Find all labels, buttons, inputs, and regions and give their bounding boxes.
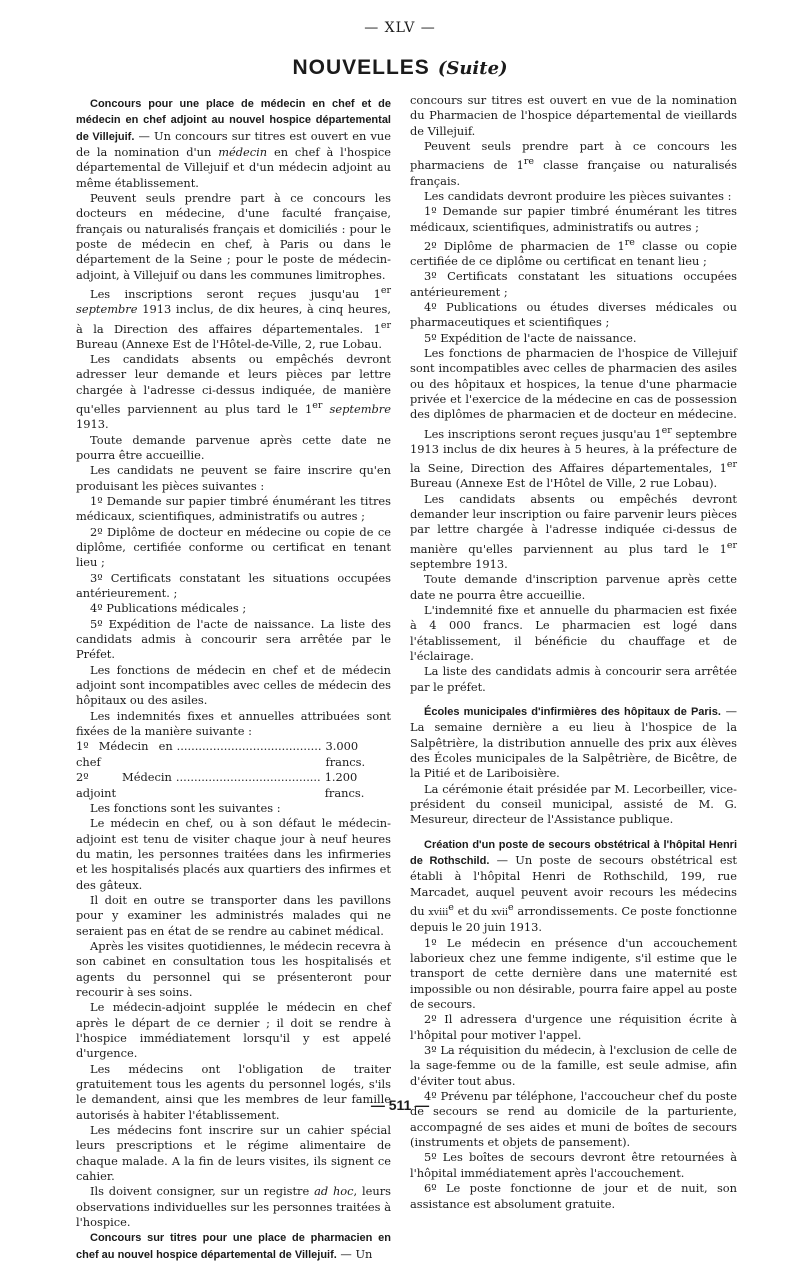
text-run: septembre 1913 inclus de dix heures à 5 heures, à la préfecture de la Seine, Direction des Affaires départementales, 1 [410,426,737,476]
article-paragraph: Les médecins font inscrire sur un cahier spécial leurs prescriptions et le régime alimentaire de chaque malade. A la fin de leurs visites, ils signent ce cahier. [76,1123,391,1184]
article-paragraph: L'indemnité fixe et annuelle du pharmacien est fixée à 4 000 francs. Le pharmacien est logé dans l'établissement, il bénéficie du chauffage et de l'éclairage. [410,602,737,664]
article-paragraph [410,235,737,269]
text-run: septembre [76,302,138,317]
text-run: Les inscriptions seront reçues jusqu'au 1 [424,426,662,441]
article-paragraph: Peuvent seuls prendre part à ce concours les docteurs en médecine, d'une faculté française, français ou naturalisés français et domiciliés : pour le poste de médecin en chef, à Paris ou dans le département de la Seine ; pour le poste de médecin-adjoint, à Villejuif ou dans les communes limitrophes. [76,191,391,282]
text-run: ad hoc [314,1184,354,1199]
text-run: Bureau (Annexe Est de l'Hôtel-de-Ville, 2, rue Lobau. [76,336,382,351]
text-run: e [448,902,454,914]
text-run: — La semaine dernière a eu lieu à l'hospice de la Salpêtrière, la distribution annuelle des prix aux élèves des Écoles municipales de la Salpêtrière, de Bicêtre, de la Pitié et de Lariboisière. [410,704,737,781]
article-paragraph: concours sur titres est ouvert en vue de la nomination du Pharmacien de l'hospice départemental de vieillards de Villejuif. [410,93,737,138]
article-paragraph: Le médecin en chef, ou à son défaut le médecin-adjoint est tenu de visiter chaque jour à neuf heures du matin, les personnes traitées dans les infirmeries et les hospitalisés placés aux quartiers des infirmes et des gâteux. [76,816,391,892]
article-paragraph: Il doit en outre se transporter dans les pavillons pour y examiner les administrés malades qui ne seraient pas en état de se rendre au cabinet médical. [76,892,391,938]
text-run: en chef à l'hospice départemental de Villejuif et d'un médecin adjoint au même établissement. [76,145,391,190]
text-run: er [726,539,737,551]
article-paragraph [76,96,391,191]
text-run: Les candidats absents ou empêchés devront demander leur inscription ou faire parvenir leurs pièces par lettre chargée à l'adresse indiquée ci-dessus de manière qu'elles parviennent au plus tard le 1 [410,491,737,556]
text-run: 1913 inclus, de dix heures, à cinq heures, à la Direction des affaires départementales. 1 [76,302,391,336]
article-paragraph: 2º Il adressera d'urgence une réquisition écrite à l'hôpital pour motiver l'appel. [410,1012,737,1042]
article-paragraph: 2º Diplôme de docteur en médecine ou copie de ce diplôme, certifiée conforme ou certificat en tenant lieu ; [76,524,391,570]
article-paragraph: Les fonctions de médecin en chef et de médecin adjoint sont incompatibles avec celles de médecin des hôpitaux ou des asiles. [76,662,391,708]
article-paragraph: 3º Certificats constatant les situations occupées antérieurement. ; [76,570,391,601]
text-run: re [523,156,535,168]
text-run: er [726,459,737,471]
page-number: — 511 — [370,1097,430,1113]
text-run: xviii [428,906,449,918]
text-run: médecin [218,145,268,160]
article-paragraph: 6º Le poste fonctionne de jour et de nuit, son assistance est absolument gratuite. [410,1181,737,1211]
article-paragraph: Les indemnités fixes et annuelles attribuées sont fixées de la manière suivante : [76,708,391,739]
fee-dots: ........................................ [175,770,321,785]
text-run: Bureau (Annexe Est de l'Hôtel de Ville, 2 rue Lobau). [410,476,718,491]
fee-label: 1º Médecin en chef [76,739,173,769]
article-paragraph [76,1230,391,1263]
article-paragraph [76,283,391,352]
text-run: Les inscriptions seront reçues jusqu'au 1 [90,286,381,301]
article-paragraph [410,704,737,782]
article-paragraph: 3º Certificats constatant les situations occupées antérieurement ; [410,269,737,299]
article-paragraph: La liste des candidats admis à concourir sera arrêtée par le préfet. [410,664,737,694]
page-header-roman-numeral: — XLV — [364,20,436,36]
text-run: classe française ou naturalisés français. [410,158,738,188]
text-run: septembre [322,401,391,416]
article-heading: Écoles municipales d'infirmières des hôpitaux de Paris. [424,706,721,719]
text-run: er [312,400,323,412]
article-paragraph: Les candidats devront produire les pièces suivantes : [424,188,732,203]
article-paragraph: 1º Demande sur papier timbré énumérant les titres médicaux, scientifiques, administratifs ou autres ; [76,493,391,524]
article-paragraph: 5º Expédition de l'acte de naissance. [424,330,637,345]
text-run: re [624,236,635,248]
article-paragraph: Les candidats ne peuvent se faire inscrire qu'en produisant les pièces suivantes : [76,463,391,493]
text-run: 1913. [76,417,109,432]
article-paragraph: Toute demande d'inscription parvenue après cette date ne pourra être accueillie. [410,572,737,602]
article-paragraph [410,423,737,492]
article-paragraph [76,1184,391,1230]
article-heading: Concours sur titres pour une place de pharmacien en chef au nouvel hospice départemental de Villejuif. [76,1232,391,1261]
right-column [410,93,737,1212]
article-paragraph: 4º Publications médicales ; [90,601,247,616]
title-suffix: (Suite) [437,58,508,79]
title-main: NOUVELLES [292,56,430,79]
text-run: et du [453,903,492,918]
text-run: e [508,902,514,914]
fee-label: 2º Médecin adjoint [76,770,172,800]
text-run: xvii [491,906,509,918]
article-paragraph: Les fonctions de pharmacien de l'hospice de Villejuif sont incompatibles avec celles de pharmacien des asiles ou des hôpitaux et hospices, la tenue d'une pharmacie privée et l'exercice de la médecine en cas de possession des diplômes de pharmacien et de docteur en médecine. [410,346,737,422]
article-paragraph: 4º Prévenu par téléphone, l'accoucheur chef du poste de secours se rend au domicile de la parturiente, accompagné de ses aides et muni de boîtes de secours (instruments et objets de pansement). [410,1089,737,1150]
article-heading: Concours pour une place de médecin en chef et de médecin en chef adjoint au nouvel hospice départemental de Villejuif. [76,98,391,143]
text-run: arrondissements. Ce poste fonctionne depuis le 20 juin 1913. [410,903,738,935]
article-heading: Création d'un poste de secours obstétrical à l'hôpital Henri de Rothschild. [410,838,737,868]
article-paragraph: 1º Le médecin en présence d'un accouchement laborieux chez une femme indigente, s'il estime que le transport de cette dernière dans une maternité est impossible ou non désirable, pourra faire appel au poste de secours. [410,935,737,1012]
article-paragraph: 5º Expédition de l'acte de naissance. La liste des candidats admis à concourir sera arrêtée par le Préfet. [76,616,391,662]
article-paragraph [410,492,737,573]
article-paragraph: 3º La réquisition du médecin, à l'exclusion de celle de la sage-femme ou de la famille, est seule admise, afin d'éviter tout abus. [410,1043,737,1088]
text-run: Ils doivent consigner, sur un registre [90,1184,315,1199]
text-run: — Un [336,1246,373,1261]
text-run: septembre 1913. [410,556,508,571]
text-run: er [380,285,391,297]
article-paragraph [410,139,737,189]
text-run: Peuvent seuls prendre part à ce concours les pharmaciens de 1 [410,139,737,173]
article-paragraph: La cérémonie était présidée par M. Lecorbeiller, vice-président du conseil municipal, assisté de M. G. Mesureur, directeur de l'Assistance publique. [410,781,737,827]
fee-dots: ........................................ [176,739,322,754]
article-paragraph: Toute demande parvenue après cette date ne pourra être accueillie. [76,432,391,462]
fee-row-chief [76,739,391,770]
article-paragraph: Les fonctions sont les suivantes : [90,800,281,815]
article-paragraph: Les médecins ont l'obligation de traiter gratuitement tous les agents du personnel logés, s'ils le demandent, ainsi que les membres de leur famille autorisés à habiter l'établissement. [76,1061,391,1122]
text-run: , leurs observations individuelles sur les personnes traitées à l'hospice. [76,1184,391,1230]
article-paragraph: 5º Les boîtes de secours devront être retournées à l'hôpital immédiatement après l'accouchement. [410,1150,737,1180]
text-run: Les candidats absents ou empêchés devront adresser leur demande et leurs pièces par lettre chargée à l'adresse ci-dessus indiquée, de manière qu'elles parviennent au plus tard le 1 [76,352,391,416]
text-run: classe ou copie certifiée de ce diplôme ou certificat en tenant lieu ; [410,238,737,269]
article-paragraph: 4º Publications ou études diverses médicales ou pharmaceutiques et scientifiques ; [410,300,737,330]
text-run: er [661,424,672,436]
fee-row-adjoint [76,770,391,801]
text-run: 2º Diplôme de pharmacien de 1 [424,238,625,253]
text-run: er [380,319,391,331]
article-paragraph: 1º Demande sur papier timbré énumérant les titres médicaux, scientifiques, administratifs ou autres ; [410,204,737,234]
text-run: — Un poste de secours obstétrical est établi à l'hôpital Henri de Rothschild, 199, rue Marcadet, auquel peuvent avoir recours les médecins du [410,853,737,918]
fee-value: 3.000 francs. [325,739,366,769]
article-paragraph [76,352,391,433]
page-title [0,56,800,80]
article-paragraph [410,837,737,936]
article-paragraph: Le médecin-adjoint supplée le médecin en chef après le départ de ce dernier ; il doit se rendre à l'hospice immédiatement lorsqu'il y est appelé d'urgence. [76,1000,391,1061]
left-column [76,96,391,1263]
article-paragraph: Après les visites quotidiennes, le médecin recevra à son cabinet en consultation tous les hospitalisés et agents du personnel qui se présenteront pour recourir à ses soins. [76,938,391,999]
text-run: — Un concours sur titres est ouvert en vue de la nomination d'un [76,128,391,160]
fee-value: 1.200 francs. [324,770,365,800]
